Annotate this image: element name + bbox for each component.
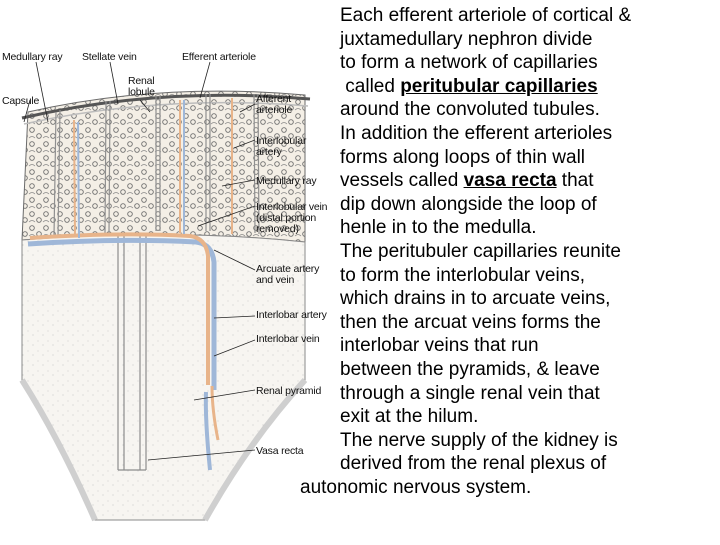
label-afferent-arteriole-2: arteriole [256,104,293,116]
text-line: juxtamedullary nephron divide [340,29,593,50]
label-interlobar-artery: Interlobar artery [256,309,327,321]
text-line: to form a network of capillaries [340,52,598,73]
explanatory-text [290,0,715,540]
label-medullary-ray-top: Medullary ray [2,51,63,63]
text-line: In addition the efferent arterioles [340,123,613,144]
label-interlobar-vein: Interlobar vein [256,333,320,345]
label-renal-lobule-2: lobule [128,86,155,98]
label-interlobular-vein-3: removed) [256,223,299,235]
text-line: forms along loops of thin wall [340,147,586,168]
label-capsule: Capsule [2,95,40,107]
text-fragment: that [556,170,594,191]
text-line: which drains in to arcuate veins, [340,288,611,309]
text-fragment: vessels called [340,170,464,191]
text-line: around the convoluted tubules. [340,99,600,120]
label-interlobular-artery-1: Interlobular [256,135,307,147]
text-line: interlobar veins that run [340,335,539,356]
text-line: through a single renal vein that [340,383,600,404]
text-line: derived from the renal plexus of [340,453,607,474]
text-line: between the pyramids, & leave [340,359,600,380]
label-interlobular-artery-2: artery [256,146,282,158]
label-interlobular-vein-2: (distal portion [256,212,317,224]
label-arcuate-1: Arcuate artery [256,263,320,275]
label-efferent-arteriole-top: Efferent arteriole [182,51,256,63]
label-vasa-recta: Vasa recta [256,445,304,457]
text-fragment: called [340,76,401,97]
label-arcuate-2: and vein [256,274,295,286]
label-medullary-ray-side: Medullary ray [256,175,317,187]
text-line: autonomic nervous system. [300,477,532,498]
text-line: henle in to the medulla. [340,217,537,238]
label-stellate-vein: Stellate vein [82,51,137,63]
label-interlobular-vein-1: Interlobular vein [256,201,328,213]
text-line: to form the interlobular veins, [340,265,586,286]
label-renal-pyramid: Renal pyramid [256,385,322,397]
term-vasa-recta: vasa recta [463,170,557,191]
text-line [340,75,598,99]
text-line: The peritubuler capillaries reunite [340,241,621,262]
text-line [340,169,594,193]
kidney-cross-section-figure [0,0,340,540]
text-line: dip down alongside the loop of [340,194,597,215]
label-renal-lobule-1: Renal [128,75,155,87]
term-peritubular-capillaries: peritubular capillaries [400,76,598,97]
text-line: Each efferent arteriole of cortical & [340,5,632,26]
text-line: exit at the hilum. [340,406,479,427]
text-line: The nerve supply of the kidney is [340,430,618,451]
text-line: then the arcuat veins forms the [340,312,601,333]
label-afferent-arteriole-1: Afferent [256,93,291,105]
